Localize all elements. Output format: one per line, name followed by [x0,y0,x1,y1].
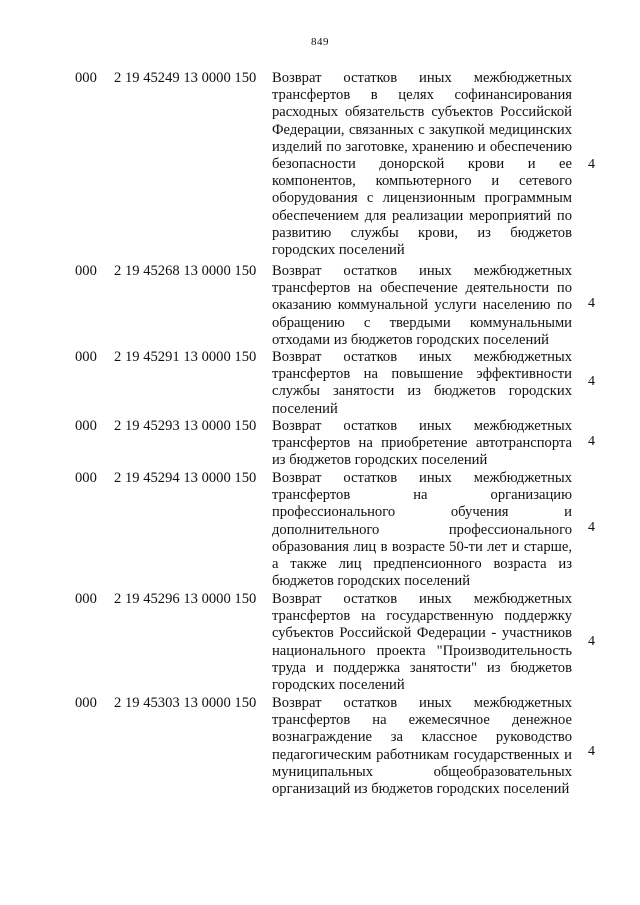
amount-value: 4 [588,520,595,535]
income-description: Возврат остатков иных межбюджетных трансфертов на обеспечение деятельности по оказанию коммунальной услуги населению по обращению с твердыми коммунальными отходами из бюджетов городских поселений [272,263,572,348]
budget-classification-code: 2 19 45294 13 0000 150 [114,470,257,486]
budget-classification-code: 2 19 45291 13 0000 150 [114,349,257,365]
amount-value: 4 [588,374,595,389]
budget-classification-code: 2 19 45268 13 0000 150 [114,263,257,279]
income-description: Возврат остатков иных межбюджетных трансфертов на приобретение автотранспорта из бюджетов городских поселений [272,418,572,469]
admin-code: 000 [75,591,97,607]
amount-value: 4 [588,744,595,759]
income-description: Возврат остатков иных межбюджетных трансфертов на повышение эффективности службы занятости из бюджетов городских поселений [272,349,572,417]
admin-code: 000 [75,470,97,486]
income-description: Возврат остатков иных межбюджетных трансфертов на государственную поддержку субъектов Российской Федерации - участников национального проекта "Производительность труда и поддержка занятости" из бюджетов городских поселений [272,591,572,694]
budget-classification-code: 2 19 45303 13 0000 150 [114,695,257,711]
amount-value: 4 [588,434,595,449]
admin-code: 000 [75,70,97,86]
admin-code: 000 [75,263,97,279]
income-description: Возврат остатков иных межбюджетных трансфертов в целях софинансирования расходных обязательств субъектов Российской Федерации, связанных с закупкой медицинских изделий по заготовке, хранению и обеспечению безопасности донорской крови и ее компонентов, компьютерного и сетевого оборудования с лицензионным программным обеспечением для реализации мероприятий по развитию службы крови, из бюджетов городских поселений [272,70,572,259]
admin-code: 000 [75,349,97,365]
income-description: Возврат остатков иных межбюджетных трансфертов на ежемесячное денежное вознаграждение за классное руководство педагогическим работникам государственных и муниципальных общеобразовательных организаций из бюджетов городских поселений [272,695,572,798]
page-number: 849 [311,36,329,48]
budget-classification-code: 2 19 45293 13 0000 150 [114,418,257,434]
admin-code: 000 [75,695,97,711]
amount-value: 4 [588,157,595,172]
amount-value: 4 [588,634,595,649]
admin-code: 000 [75,418,97,434]
amount-value: 4 [588,296,595,311]
budget-classification-code: 2 19 45249 13 0000 150 [114,70,257,86]
income-description: Возврат остатков иных межбюджетных трансфертов на организацию профессионального обучения и дополнительного профессионального образования лиц в возрасте 50-ти лет и старше, а также лиц предпенсионного возраста из бюджетов городских поселений [272,470,572,590]
budget-classification-code: 2 19 45296 13 0000 150 [114,591,257,607]
